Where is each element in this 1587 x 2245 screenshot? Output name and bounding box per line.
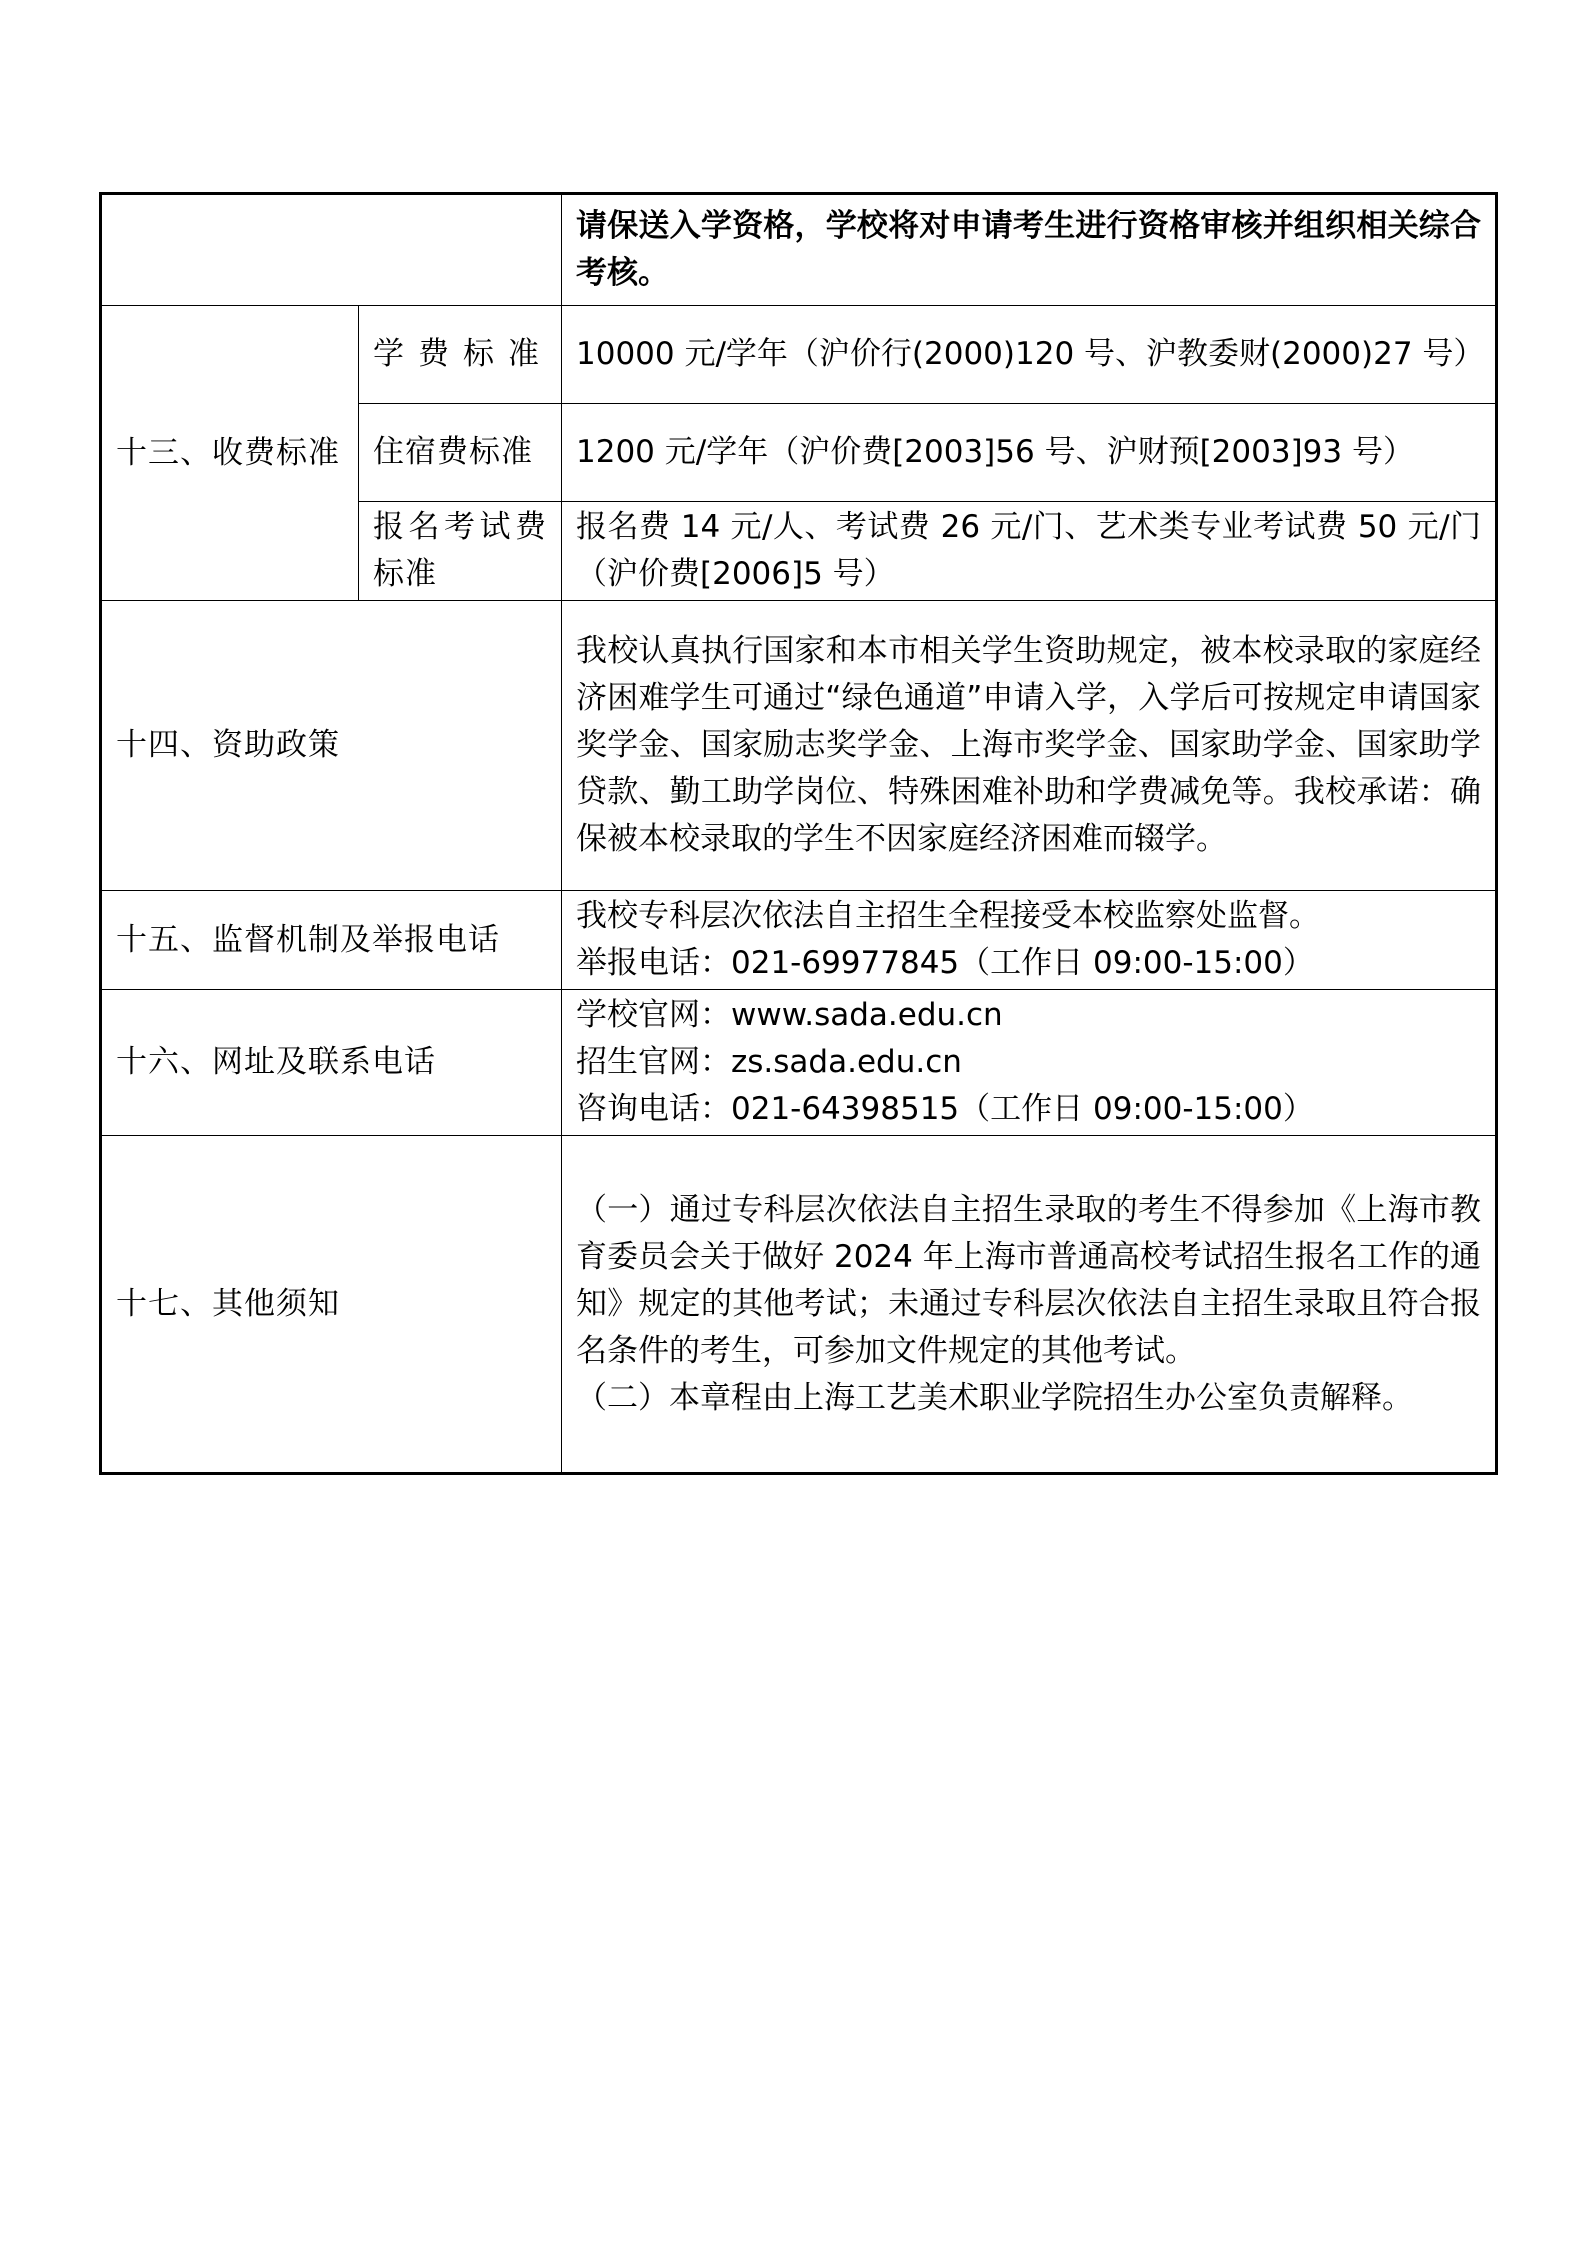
table-row-contact bbox=[101, 990, 1497, 1136]
supervision-content bbox=[562, 891, 1497, 990]
supervision-statement: 我校专科层次依法自主招生全程接受本校监察处监督。 bbox=[576, 898, 1320, 934]
table-row-supervision bbox=[101, 891, 1497, 990]
tuition-label: 学费标准 bbox=[359, 306, 562, 404]
supervision-section-label: 十五、监督机制及举报电话 bbox=[101, 891, 562, 990]
contact-content bbox=[562, 990, 1497, 1136]
accommodation-text: 1200 元/学年（沪价费[2003]56 号、沪财预[2003]93 号） bbox=[562, 404, 1497, 502]
consult-phone: 咨询电话：021-64398515（工作日 09:00-15:00） bbox=[576, 1091, 1314, 1127]
contact-section-label: 十六、网址及联系电话 bbox=[101, 990, 562, 1136]
notes-section-label: 十七、其他须知 bbox=[101, 1136, 562, 1474]
aid-text: 我校认真执行国家和本市相关学生资助规定，被本校录取的家庭经济困难学生可通过“绿色通道”申请入学，入学后可按规定申请国家奖学金、国家励志奖学金、上海市奖学金、国家助学金、国家助学贷款、勤工助学岗位、特殊困难补助和学费减免等。我校承诺：确保被本校录取的学生不因家庭经济困难而辍学。 bbox=[562, 601, 1497, 891]
report-phone: 举报电话：021-69977845（工作日 09:00-15:00） bbox=[576, 945, 1314, 981]
table-row-continuation bbox=[101, 194, 1497, 306]
table-row-tuition bbox=[101, 306, 1497, 404]
aid-section-label: 十四、资助政策 bbox=[101, 601, 562, 891]
fees-section-label: 十三、收费标准 bbox=[101, 306, 359, 601]
notes-content bbox=[562, 1136, 1497, 1474]
note-paragraph-1: （一）通过专科层次依法自主招生录取的考生不得参加《上海市教育委员会关于做好 2024 年上海市普通高校考试招生报名工作的通知》规定的其他考试；未通过专科层次依法自主招生录取且符合报名条件的考生，可参加文件规定的其他考试。 bbox=[576, 1191, 1481, 1369]
continuation-text: 请保送入学资格，学校将对申请考生进行资格审核并组织相关综合考核。 bbox=[562, 194, 1497, 306]
tuition-text: 10000 元/学年（沪价行(2000)120 号、沪教委财(2000)27 号） bbox=[562, 306, 1497, 404]
table-row-notes bbox=[101, 1136, 1497, 1474]
exam-fee-label: 报名考试费标准 bbox=[359, 502, 562, 601]
exam-fee-text: 报名费 14 元/人、考试费 26 元/门、艺术类专业考试费 50 元/门（沪价费[2006]5 号） bbox=[562, 502, 1497, 601]
note-paragraph-2: （二）本章程由上海工艺美术职业学院招生办公室负责解释。 bbox=[576, 1379, 1413, 1416]
school-website: 学校官网：www.sada.edu.cn bbox=[576, 997, 1003, 1033]
empty-label-cell bbox=[101, 194, 562, 306]
accommodation-label: 住宿费标准 bbox=[359, 404, 562, 502]
admission-website: 招生官网：zs.sada.edu.cn bbox=[576, 1044, 962, 1080]
admission-rules-table bbox=[99, 192, 1498, 1475]
table-row-aid bbox=[101, 601, 1497, 891]
